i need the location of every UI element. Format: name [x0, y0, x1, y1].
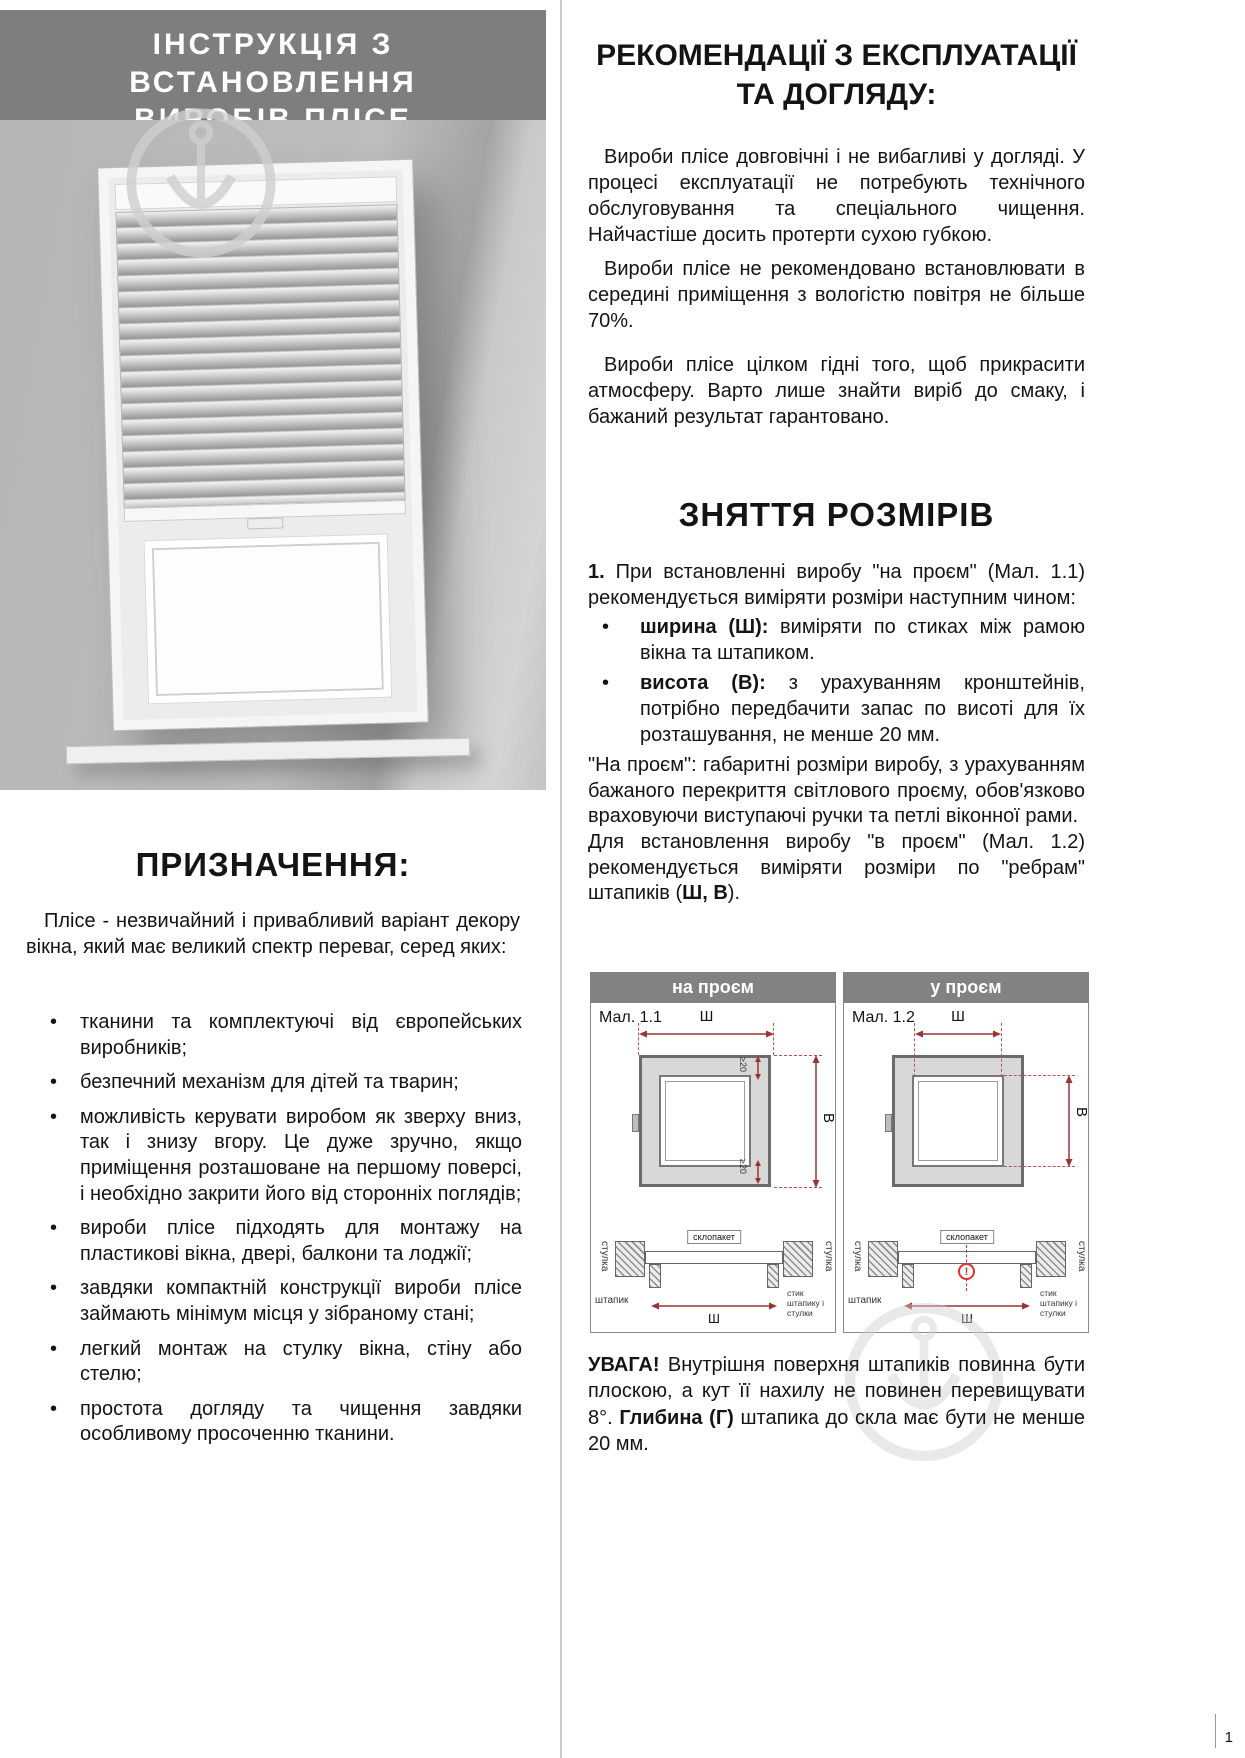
term-height: висота (В): — [640, 672, 766, 695]
min20-bottom-arrow — [754, 1160, 762, 1184]
xsec-width-label: Ш — [708, 1311, 720, 1326]
paragraph: "На проєм": габаритні розміри виробу, з урахуванням бажаного перекриття світлового проєму, обов'язково враховуючи виступаючі ручки та петлі віконної рами. — [588, 754, 1085, 828]
list-item: • завдяки компактній конструкції вироби плісе займають мінімум місця у зібраному стані; — [44, 1276, 522, 1327]
term-width: ширина (Ш): — [640, 616, 769, 639]
list-item — [588, 615, 1085, 666]
measure-list — [588, 615, 1085, 748]
sash-block — [868, 1241, 898, 1277]
care-title — [588, 36, 1085, 114]
sash-block — [783, 1241, 813, 1277]
column-divider — [560, 0, 562, 1758]
height-dim-label: В — [1073, 1107, 1090, 1118]
paragraph: Вироби плісе не рекомендовано встановлювати в середині приміщення з вологістю повітря не більше 70%. — [588, 258, 1085, 332]
diagram-body — [590, 1003, 836, 1333]
window-glass — [145, 535, 391, 704]
list-item: • тканини та комплектуючі від європейських виробників; — [44, 1010, 522, 1061]
warning-label: УВАГА! — [588, 1354, 660, 1376]
window-sill — [66, 738, 470, 764]
bead-block — [902, 1264, 914, 1288]
footer-divider — [1215, 1714, 1216, 1748]
purpose-title: ПРИЗНАЧЕННЯ: — [135, 846, 411, 883]
list-item: • можливість керувати виробом як зверху вниз, так і знизу вгору. Це дуже зручно, якщо приміщення розташоване на першому поверсі, і необхідно закрити його від сторонніх поглядів; — [44, 1105, 522, 1207]
diagram-u-proem — [843, 972, 1089, 1333]
width-dimension-arrow — [915, 1029, 1001, 1039]
v-proem-text: Для встановлення виробу "в проєм" (Мал. 1.2) рекомендується виміряти розміри по "ребрам" штапиків ( — [588, 830, 1085, 905]
paragraph — [588, 830, 1085, 907]
sash-label-left: стулка — [852, 1241, 863, 1272]
diagram-header: у проєм — [843, 972, 1089, 1003]
step-number: 1. — [588, 561, 605, 583]
warning-paragraph — [588, 1352, 1085, 1458]
glass-diagram — [912, 1075, 1004, 1167]
v-proem-end: ). — [727, 882, 741, 905]
term-width-text: виміряти по стиках між рамою вікна та штапиком. — [640, 616, 1085, 664]
list-item: • вироби плісе підходять для монтажу на пластикові вікна, двері, балкони та лоджії; — [44, 1216, 522, 1267]
joint-label: стик штапику і стулки — [1040, 1288, 1078, 1318]
purpose-list — [44, 1010, 522, 1457]
width-dim-label: Ш — [951, 1008, 965, 1025]
glass-diagram — [659, 1075, 751, 1167]
list-item: • безпечний механізм для дітей та тварин; — [44, 1070, 522, 1096]
measure-step — [588, 560, 1085, 611]
warning-icon: ! — [958, 1263, 975, 1280]
warning-text-2: штапика до скла має бути не менше 20 мм. — [588, 1406, 1085, 1456]
bead-block — [649, 1264, 661, 1288]
glass-unit-label: склопакет — [687, 1230, 741, 1244]
xsec-width-label: Ш — [961, 1311, 973, 1326]
warning-depth-term: Глибина (Г) — [619, 1406, 734, 1429]
page-number: 1 — [1224, 1729, 1233, 1746]
care-body — [588, 144, 1085, 438]
diagram-na-proem — [590, 972, 836, 1333]
sash-block — [615, 1241, 645, 1277]
paragraph: Вироби плісе цілком гідні того, щоб прикрасити атмосферу. Варто лише знайти виріб до смаку, і бажаний результат гарантовано. — [588, 354, 1085, 428]
diagram-caption: Мал. 1.1 — [599, 1009, 662, 1026]
bead-label: штапик — [848, 1295, 882, 1306]
list-item: • простота догляду та чищення завдяки особливому просоченню тканини. — [44, 1397, 522, 1448]
care-title-line1: РЕКОМЕНДАЦІЇ З ЕКСПЛУАТАЦІЇ — [596, 39, 1077, 72]
blind-handle — [247, 517, 283, 529]
diagram-caption: Мал. 1.2 — [852, 1009, 915, 1026]
sash-label-right: стулка — [823, 1241, 834, 1272]
bead-label: штапик — [595, 1295, 629, 1306]
width-dim-label: Ш — [699, 1008, 714, 1025]
glass-unit-bar — [645, 1251, 783, 1264]
doc-title-line1: ІНСТРУКЦІЯ З ВСТАНОВЛЕННЯ — [129, 28, 417, 99]
min20-bottom-label: ≥20 — [738, 1159, 748, 1174]
purpose-intro: Плісе - незвичайний і привабливий варіант декору вікна, який має великий спектр переваг, серед яких: — [26, 910, 520, 958]
window-handle — [632, 1114, 639, 1132]
window-handle — [885, 1114, 892, 1132]
cross-section — [591, 1215, 837, 1333]
measure-title: ЗНЯТТЯ РОЗМІРІВ — [678, 496, 995, 533]
list-item: • легкий монтаж на стулку вікна, стіну або стелю; — [44, 1337, 522, 1388]
width-dimension-arrow — [639, 1029, 774, 1039]
min20-top-label: ≥20 — [738, 1057, 748, 1072]
term-height-text: з урахуванням кронштейнів, потрібно передбачити запас по висоті для їх розташування, не менше 20 мм. — [640, 672, 1085, 746]
sash-label-right: стулка — [1076, 1241, 1087, 1272]
warning-text-1: Внутрішня поверхня штапиків повинна бути плоскою, а кут її нахилу не повинен перевищувати 8°. — [588, 1354, 1085, 1429]
window-diagram — [639, 1055, 771, 1187]
bead-block — [767, 1264, 779, 1288]
glass-unit-label: склопакет — [940, 1230, 994, 1244]
sash-label-left: стулка — [599, 1241, 610, 1272]
diagram-header: на проєм — [590, 972, 836, 1003]
xsec-width-arrow — [651, 1301, 777, 1311]
sash-block — [1036, 1241, 1066, 1277]
bead-block — [1020, 1264, 1032, 1288]
height-dim-label: В — [820, 1113, 837, 1124]
joint-label: стик штапику і стулки — [787, 1288, 825, 1318]
step-text: При встановленні виробу "на проєм" (Мал. 1.1) рекомендується виміряти розміри наступним чином: — [588, 561, 1085, 609]
care-title-line2: ТА ДОГЛЯДУ: — [736, 78, 937, 111]
min20-top-arrow — [754, 1056, 762, 1080]
diagram-body — [843, 1003, 1089, 1333]
brand-watermark-icon — [120, 102, 282, 264]
measure-body — [588, 560, 1085, 907]
height-dimension-arrow — [1064, 1075, 1074, 1167]
v-proem-bold: Ш, В — [682, 882, 728, 905]
paragraph: Вироби плісе довговічні і не вибагливі у догляді. У процесі експлуатації не потребують технічного обслуговування та спеціального чищення. Найчастіше досить протерти сухою губкою. — [588, 146, 1085, 246]
page-footer — [1215, 1714, 1233, 1748]
list-item — [588, 671, 1085, 748]
